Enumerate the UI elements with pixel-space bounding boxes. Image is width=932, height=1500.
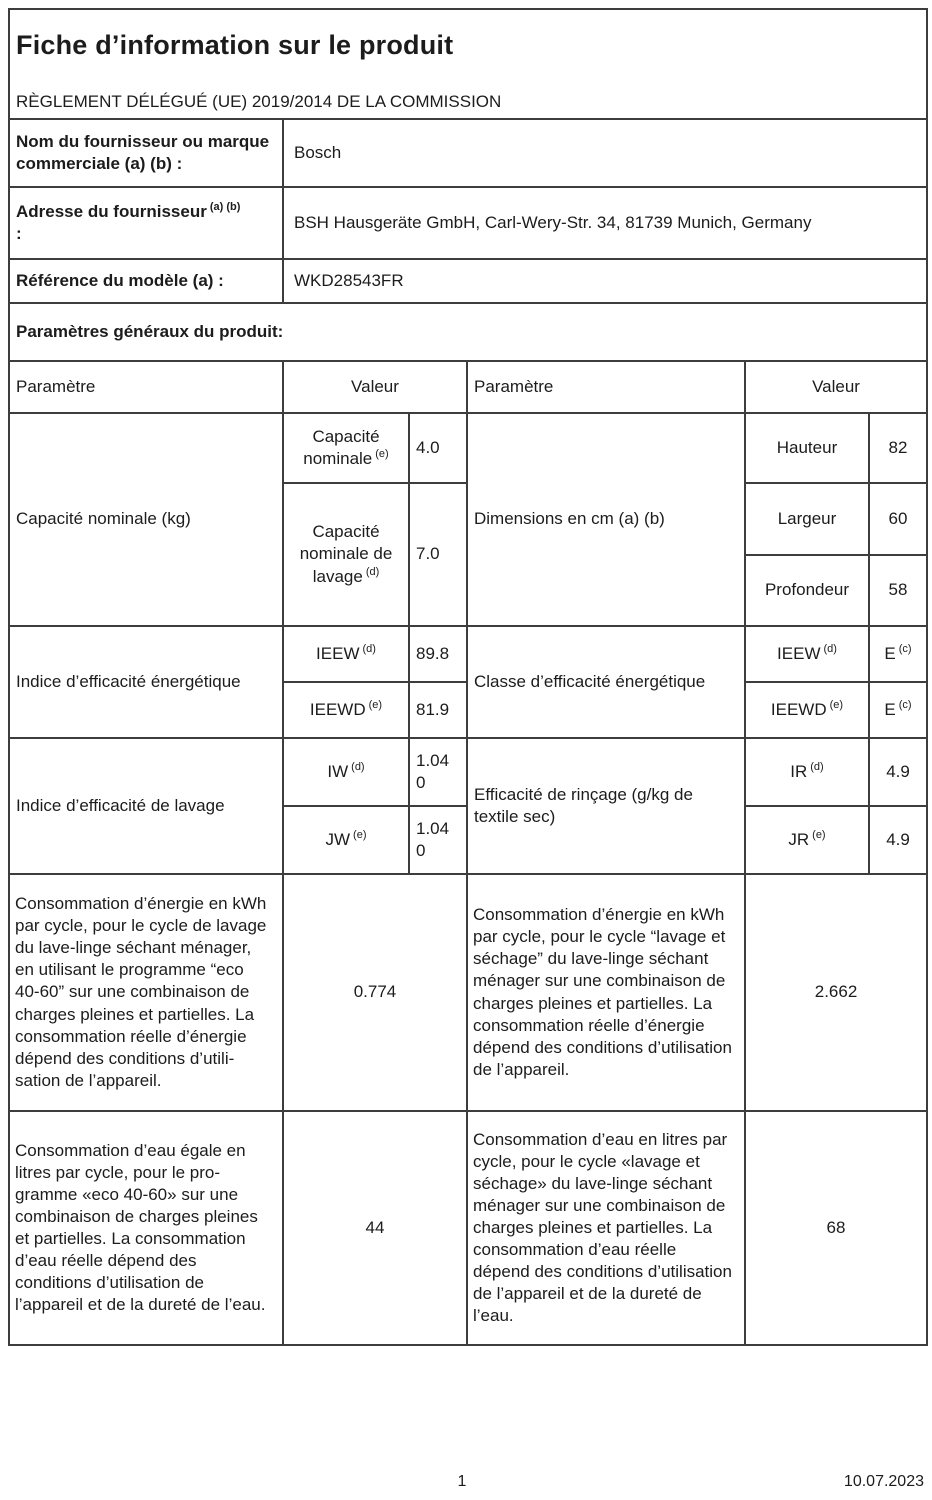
jw-label-text: JW (325, 829, 351, 849)
water-wash-value: 44 (283, 1111, 467, 1345)
iw-value: 1.040 (409, 738, 467, 806)
jr-value: 4.9 (869, 806, 927, 874)
energy-wash-value: 0.774 (283, 874, 467, 1111)
rated-wash-capacity-value: 7.0 (409, 483, 467, 626)
iw-footnote: (d) (351, 761, 365, 774)
page-footer (0, 1473, 924, 1495)
jw-footnote: (e) (353, 829, 367, 842)
ir-label (745, 738, 869, 806)
depth-value: 58 (869, 555, 927, 626)
column-header-value-right: Valeur (745, 361, 927, 413)
ieewd-class-value-footnote: (c) (898, 699, 912, 712)
energy-wash-description: Consommation d’énergie en kWh par cycle, pour le cycle de lavage du lave-linge séchant ménager, en utilisant le programme “eco 40-60” sur une combinaison de charges pleines et partielles. La consommation réelle d’énergie dépend des conditions d’utilisation de l’appareil. (9, 874, 283, 1111)
dimensions-row-label: Dimensions en cm (a) (b) (467, 413, 745, 626)
wash-index-row-label: Indice d’efficacité de lavage (9, 738, 283, 874)
ieewd-class-footnote: (e) (829, 699, 844, 712)
supplier-address-label-text: Adresse du fournisseur (16, 201, 207, 221)
ieew-class-value-footnote: (c) (898, 643, 912, 656)
height-label: Hauteur (745, 413, 869, 483)
depth-label: Profondeur (745, 555, 869, 626)
rated-capacity-label (283, 413, 409, 483)
column-header-parameter-right: Paramètre (467, 361, 745, 413)
rinse-row-label: Efficacité de rinçage (g/kg de textile sec) (467, 738, 745, 874)
ir-label-text: IR (790, 761, 808, 781)
jr-footnote: (e) (812, 829, 826, 842)
rated-wash-capacity-label (283, 483, 409, 626)
table-row (9, 874, 927, 1111)
water-washdry-value: 68 (745, 1111, 927, 1345)
ieewd-value: 81.9 (409, 682, 467, 738)
rated-capacity-label-text: Capacité nominale (303, 426, 380, 468)
rated-wash-capacity-label-text: Capacité nominale de lavage (299, 522, 393, 586)
jr-label (745, 806, 869, 874)
ieewd-class-label-text: IEEWD (770, 699, 827, 719)
model-reference-label: Référence du modèle (a) : (9, 259, 283, 303)
title-block (9, 9, 927, 119)
column-header-value-left: Valeur (283, 361, 467, 413)
jr-label-text: JR (788, 829, 810, 849)
table-row (9, 626, 927, 682)
supplier-name-value: Bosch (283, 119, 927, 187)
iw-label-text: IW (327, 761, 349, 781)
jw-label (283, 806, 409, 874)
ieewd-label-text: IEEWD (309, 699, 366, 719)
rated-capacity-footnote: (e) (375, 448, 389, 461)
energy-washdry-value: 2.662 (745, 874, 927, 1111)
iw-label (283, 738, 409, 806)
fiche-table (8, 8, 928, 1346)
width-value: 60 (869, 483, 927, 555)
ieew-value: 89.8 (409, 626, 467, 682)
ieewd-class-value (869, 682, 927, 738)
date-stamp: 10.07.2023 (843, 1473, 924, 1490)
rated-wash-capacity-footnote: (d) (365, 565, 380, 578)
ieewd-footnote: (e) (368, 699, 383, 712)
jw-value: 1.040 (409, 806, 467, 874)
energy-class-row-label: Classe d’efficacité énergétique (467, 626, 745, 738)
ieewd-class-value-text: E (884, 699, 896, 719)
water-washdry-description: Consommation d’eau en litres par cycle, pour le cycle «lavage et séchage» du lave-linge séchant ménager sur une combinaison de charges pleines et partielles. La consommation d’eau réelle dépend des conditions d’utilisation de l’appareil et de la dureté de l’eau. (467, 1111, 745, 1345)
supplier-address-value: BSH Hausgeräte GmbH, Carl-Wery-Str. 34, 81739 Munich, Germany (283, 187, 927, 259)
page-title: Fiche d’information sur le produit (16, 30, 454, 61)
ieewd-label (283, 682, 409, 738)
ieew-class-label (745, 626, 869, 682)
ir-value: 4.9 (869, 738, 927, 806)
ieewd-class-label (745, 682, 869, 738)
ir-footnote: (d) (810, 761, 824, 774)
supplier-address-label (9, 187, 283, 259)
ieew-class-value (869, 626, 927, 682)
column-header-parameter-left: Paramètre (9, 361, 283, 413)
supplier-address-footnote: (a) (b) (209, 201, 241, 214)
table-row (9, 413, 927, 483)
model-reference-value: WKD28543FR (283, 259, 927, 303)
supplier-address-colon: : (16, 224, 22, 243)
regulation-subtitle: RÈGLEMENT DÉLÉGUÉ (UE) 2019/2014 DE LA COMMISSION (16, 91, 502, 111)
ieew-footnote: (d) (362, 643, 376, 656)
table-row (9, 1111, 927, 1345)
ieew-class-label-text: IEEW (777, 643, 821, 663)
energy-washdry-description: Consommation d’énergie en kWh par cycle, pour le cycle “lavage et séchage” du lave-linge séchant ménager sur une combinaison de charges pleines et partielles. La consommation réelle d’énergie dépend des conditions d’utilisation de l’appareil. (467, 874, 745, 1111)
ieew-class-value-text: E (884, 643, 896, 663)
water-wash-description: Consommation d’eau égale en litres par cycle, pour le programme «eco 40-60» sur une combinaison de charges pleines et partielles. La consommation d’eau réelle dépend des conditions d’utilisation de l’appareil et de la dureté de l’eau. (9, 1111, 283, 1345)
rated-capacity-value: 4.0 (409, 413, 467, 483)
ieew-label (283, 626, 409, 682)
section-title: Paramètres généraux du produit: (9, 303, 927, 361)
ieew-class-footnote: (d) (823, 643, 837, 656)
height-value: 82 (869, 413, 927, 483)
ieew-label-text: IEEW (316, 643, 360, 663)
page-number: 1 (457, 1473, 467, 1490)
table-row (9, 738, 927, 806)
width-label: Largeur (745, 483, 869, 555)
supplier-name-label: Nom du fournisseur ou marque commerciale (a) (b) : (9, 119, 283, 187)
capacity-row-label: Capacité nominale (kg) (9, 413, 283, 626)
energy-index-row-label: Indice d’efficacité énergétique (9, 626, 283, 738)
